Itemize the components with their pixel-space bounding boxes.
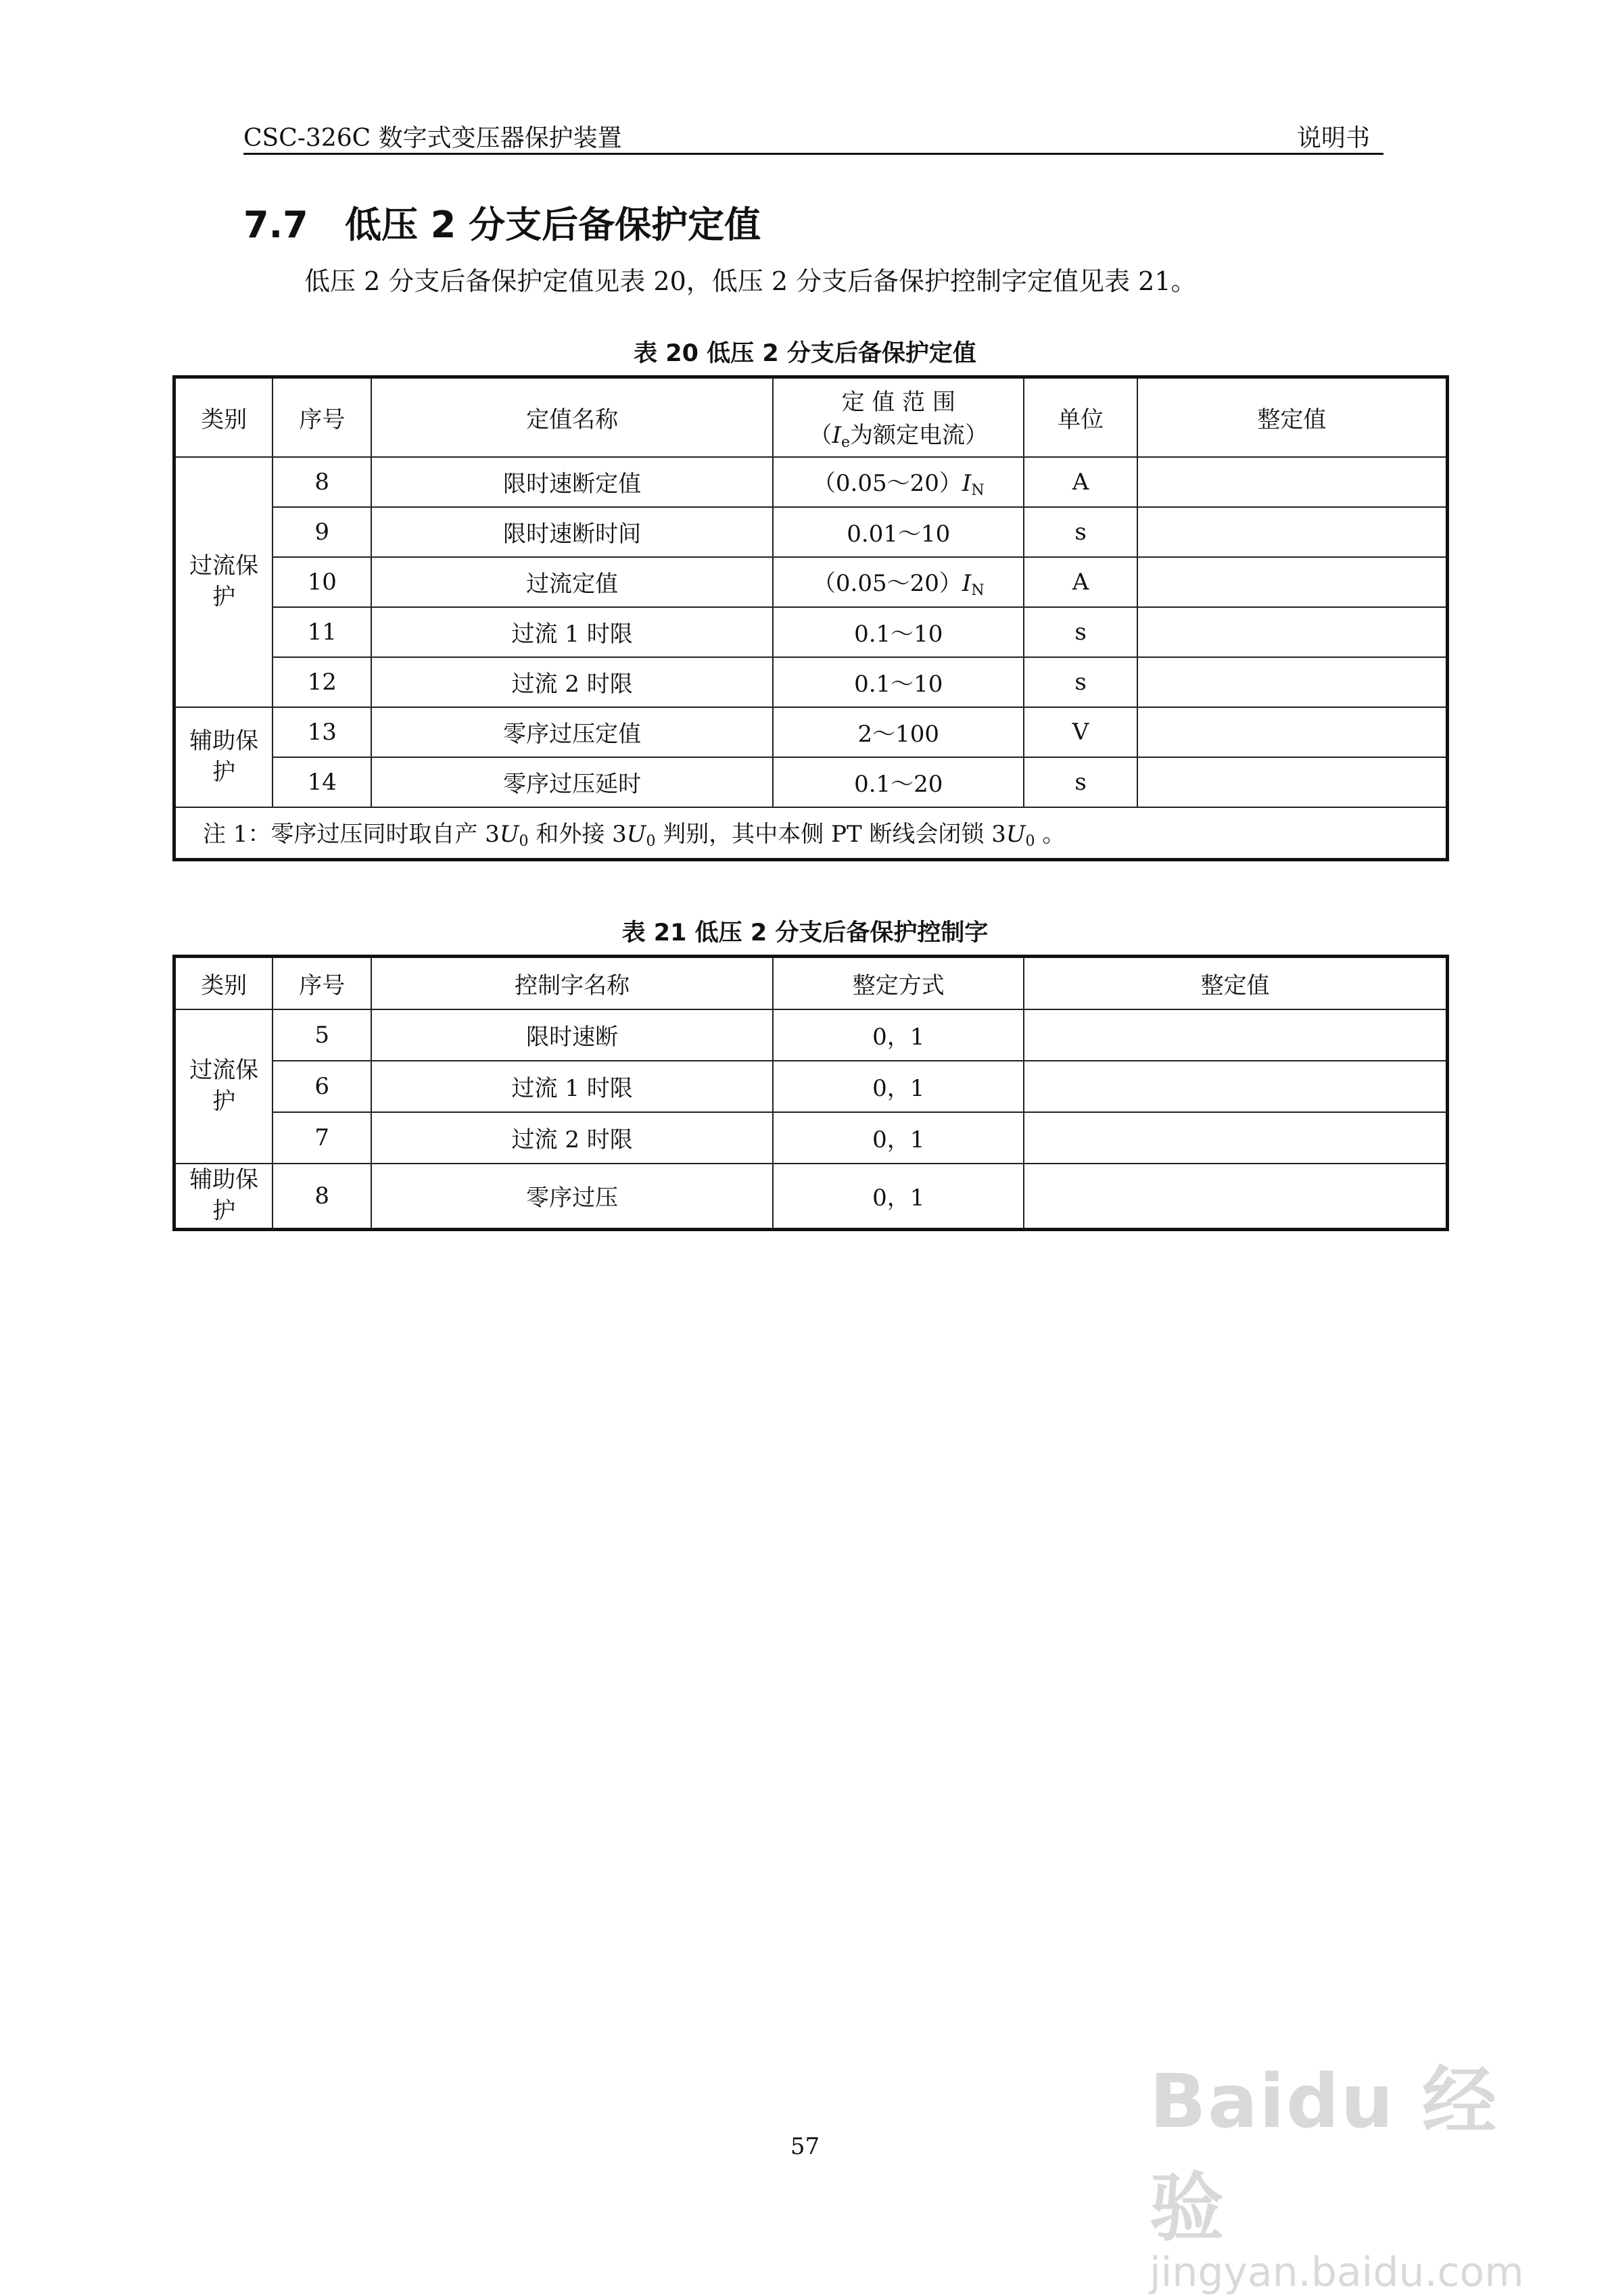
table20-caption: 表 20 低压 2 分支后备保护定值: [634, 340, 976, 367]
cell-name: 限时速断时间: [371, 507, 773, 557]
header-range-line2: [774, 416, 1023, 451]
note-symbol: U: [1005, 821, 1026, 848]
page-header: [243, 115, 1383, 155]
cell-seq: 5: [273, 1009, 371, 1061]
note-text: 和外接 3: [528, 821, 627, 848]
table-row: [174, 707, 1448, 757]
group-label: [174, 707, 273, 807]
header-seq: 序号: [273, 957, 371, 1009]
cell-mode: 0，1: [773, 1061, 1024, 1112]
table-row: [174, 1164, 1448, 1230]
range-text: （0.05～20）: [812, 470, 962, 497]
range-symbol-sub: N: [971, 482, 985, 499]
table-row: [174, 1061, 1448, 1112]
range-text: 0.1～10: [854, 671, 943, 698]
header-seq: 序号: [273, 377, 371, 457]
header-range-line1: 定 值 范 围: [841, 389, 955, 416]
cell-unit: s: [1024, 657, 1137, 707]
cell-name: 限时速断: [371, 1009, 773, 1061]
cell-unit: A: [1024, 457, 1137, 507]
cell-mode: 0，1: [773, 1112, 1024, 1164]
cell-unit: s: [1024, 507, 1137, 557]
range-symbol-sub: N: [971, 582, 985, 599]
cell-unit: s: [1024, 757, 1137, 807]
cell-seq: 12: [273, 657, 371, 707]
group-text: 过流保护: [189, 1056, 259, 1115]
cell-range: [773, 607, 1024, 657]
note-symbol-sub: 0: [519, 833, 529, 851]
header-doc-title: CSC-326C 数字式变压器保护装置: [243, 124, 622, 152]
cell-setting: [1137, 607, 1448, 657]
table-row: [174, 657, 1448, 707]
header-mode: 整定方式: [773, 957, 1024, 1009]
cell-mode: 0，1: [773, 1009, 1024, 1061]
cell-name: 零序过压延时: [371, 757, 773, 807]
range-text: （0.05～20）: [812, 570, 962, 597]
group-label: [174, 457, 273, 707]
cell-name: 限时速断定值: [371, 457, 773, 507]
cell-name: 过流 1 时限: [371, 607, 773, 657]
group-text: 辅助保护: [189, 1166, 259, 1224]
table-row: [174, 507, 1448, 557]
table-row: [174, 1009, 1448, 1061]
group-label: [174, 1009, 273, 1164]
cell-name: 过流 2 时限: [371, 1112, 773, 1164]
table20-header-row: [174, 377, 1448, 457]
cell-setting: [1137, 707, 1448, 757]
cell-name: 过流定值: [371, 557, 773, 607]
table-row: [174, 607, 1448, 657]
cell-setting: [1137, 657, 1448, 707]
cell-setting: [1137, 557, 1448, 607]
range-symbol-sub: e: [840, 434, 850, 452]
cell-unit: A: [1024, 557, 1137, 607]
table-row: [174, 557, 1448, 607]
cell-setting: [1137, 457, 1448, 507]
table21: [172, 955, 1449, 1231]
header-doc-type: 说明书: [1296, 124, 1370, 152]
section-title: 低压 2 分支后备保护定值: [345, 204, 761, 246]
note-symbol: U: [499, 821, 519, 848]
cell-range: [773, 707, 1024, 757]
header-unit: 单位: [1024, 377, 1137, 457]
note-text: 注 1：零序过压同时取自产 3: [203, 821, 500, 848]
cell-range: [773, 657, 1024, 707]
group-text: 辅助保护: [189, 727, 259, 786]
cell-seq: 10: [273, 557, 371, 607]
cell-seq: 8: [273, 457, 371, 507]
table-row: [174, 1112, 1448, 1164]
cell-setting: [1137, 507, 1448, 557]
group-text: 过流保护: [189, 552, 259, 611]
table-row: [174, 457, 1448, 507]
range-text: 0.1～20: [854, 771, 943, 798]
cell-setting: [1137, 757, 1448, 807]
cell-mode: 0，1: [773, 1164, 1024, 1230]
range-text: 0.01～10: [847, 521, 951, 548]
cell-range: [773, 757, 1024, 807]
range-desc: 为额定电流）: [849, 422, 988, 450]
cell-setting: [1024, 1009, 1447, 1061]
cell-seq: 7: [273, 1112, 371, 1164]
range-paren: （: [809, 422, 832, 450]
cell-name: 零序过压: [371, 1164, 773, 1230]
table-row: [174, 757, 1448, 807]
header-category: 类别: [174, 377, 273, 457]
header-setting: 整定值: [1137, 377, 1448, 457]
cell-name: 零序过压定值: [371, 707, 773, 757]
cell-setting: [1024, 1112, 1447, 1164]
section-number: 7.7: [243, 204, 308, 246]
cell-seq: 14: [273, 757, 371, 807]
cell-seq: 13: [273, 707, 371, 757]
note-symbol-sub: 0: [646, 833, 656, 851]
cell-seq: 9: [273, 507, 371, 557]
cell-name: 过流 2 时限: [371, 657, 773, 707]
range-symbol: I: [832, 422, 841, 450]
cell-unit: s: [1024, 607, 1137, 657]
note-symbol: U: [626, 821, 646, 848]
page-number: 57: [790, 2133, 820, 2160]
header-setting: 整定值: [1024, 957, 1447, 1009]
table20: [172, 375, 1449, 861]
header-name: 控制字名称: [371, 957, 773, 1009]
cell-range: [773, 507, 1024, 557]
range-text: 0.1～10: [854, 621, 943, 648]
table21-header-row: [174, 957, 1448, 1009]
cell-seq: 8: [273, 1164, 371, 1230]
table20-note: [174, 807, 1448, 860]
header-category: 类别: [174, 957, 273, 1009]
watermark-url: jingyan.baidu.com: [1150, 2249, 1524, 2296]
cell-range: [773, 557, 1024, 607]
cell-seq: 11: [273, 607, 371, 657]
group-label: [174, 1164, 273, 1230]
section-heading: [243, 196, 761, 248]
cell-unit: V: [1024, 707, 1137, 757]
table21-caption: 表 21 低压 2 分支后备保护控制字: [621, 919, 989, 947]
intro-paragraph: 低压 2 分支后备保护定值见表 20，低压 2 分支后备保护控制字定值见表 21。: [304, 266, 1197, 296]
header-name: 定值名称: [371, 377, 773, 457]
cell-setting: [1024, 1164, 1447, 1230]
range-symbol: I: [962, 470, 972, 497]
header-range: [773, 377, 1024, 457]
range-text: 2～100: [857, 721, 939, 748]
note-symbol-sub: 0: [1025, 833, 1035, 851]
note-text: 。: [1035, 821, 1066, 848]
cell-name: 过流 1 时限: [371, 1061, 773, 1112]
range-symbol: I: [962, 570, 972, 597]
table20-note-row: [174, 807, 1448, 860]
cell-setting: [1024, 1061, 1447, 1112]
cell-range: [773, 457, 1024, 507]
cell-seq: 6: [273, 1061, 371, 1112]
watermark: [1150, 2042, 1528, 2296]
note-text: 判别，其中本侧 PT 断线会闭锁 3: [655, 821, 1006, 848]
watermark-logo: Baidu 经验: [1150, 2058, 1498, 2251]
